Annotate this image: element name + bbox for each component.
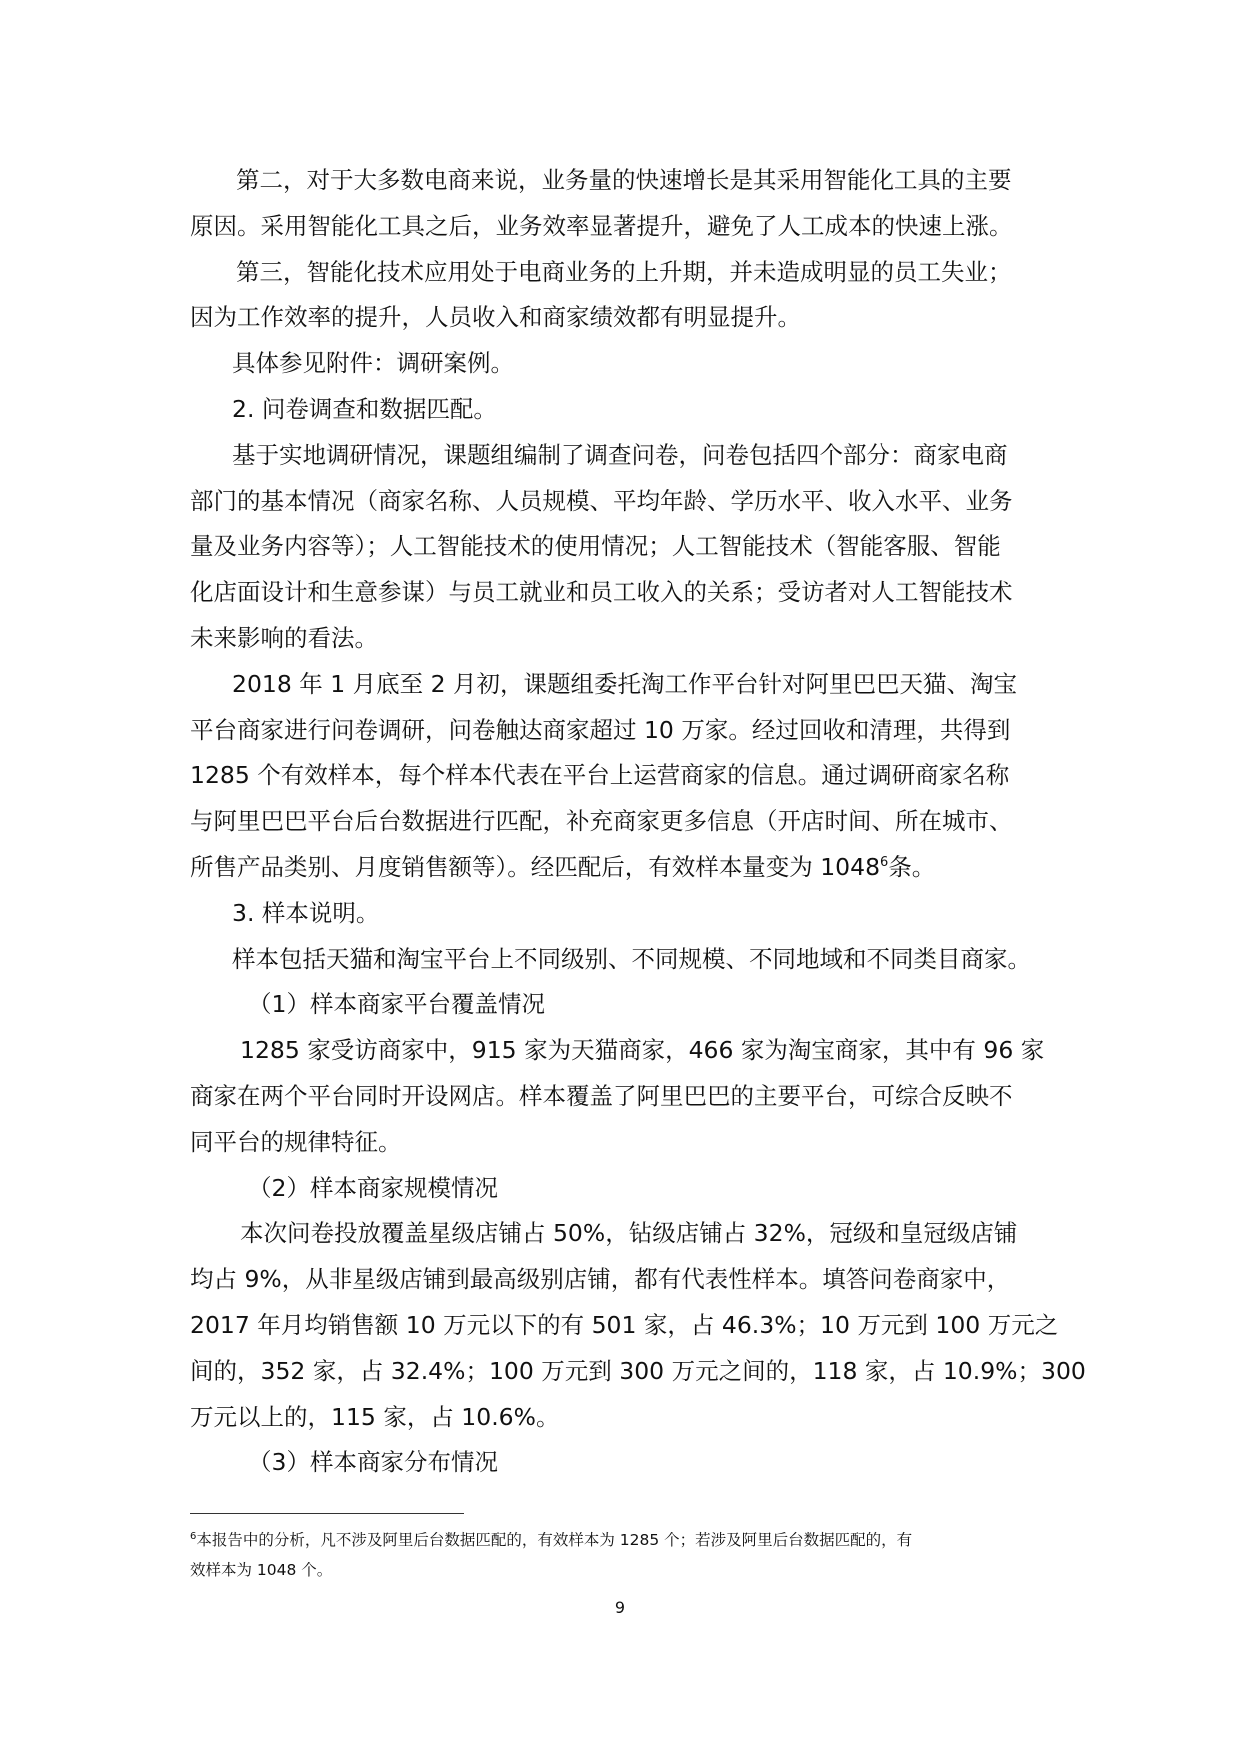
body-text (190, 158, 1086, 1486)
paragraph-questionnaire-line-2: 部门的基本情况（商家名称、人员规模、平均年龄、学历水平、收入水平、业务 (190, 486, 1013, 515)
paragraph-questionnaire-line-1: 基于实地调研情况，课题组编制了调查问卷，问卷包括四个部分：商家电商 (232, 440, 1008, 469)
footnote-mark: 6 (190, 1530, 197, 1542)
paragraph-scale-line-3: 2017 年月均销售额 10 万元以下的有 501 家，占 46.3%；10 万元到 100 万元之 (190, 1310, 1059, 1339)
paragraph-survey-line-4: 与阿里巴巴平台后台数据进行匹配，补充商家更多信息（开店时间、所在城市、 (190, 807, 1013, 836)
page-number: 9 (614, 1598, 626, 1617)
paragraph-survey-line-5 (190, 845, 1058, 891)
paragraph-survey-line-5-end: 条。 (888, 852, 936, 881)
paragraph-second-line-1: 第二，对于大多数电商来说，业务量的快速增长是其采用智能化工具的主要 (236, 166, 1012, 194)
paragraph-survey-line-5-text: 所售产品类别、月度销售额等）。经匹配后，有效样本量变为 1048 (190, 852, 881, 881)
paragraph-survey-line-3: 1285 个有效样本，每个样本代表在平台上运营商家的信息。通过调研商家名称 (190, 761, 1010, 790)
footnote (190, 1525, 1058, 1585)
footnote-reference: 6 (880, 855, 889, 871)
paragraph-appendix-reference: 具体参见附件：调研案例。 (232, 349, 514, 378)
paragraph-scale-line-2: 均占 9%，从非星级店铺到最高级别店铺，都有代表性样本。填答问卷商家中， (190, 1265, 1011, 1294)
paragraph-questionnaire-line-5: 未来影响的看法。 (190, 623, 378, 652)
paragraph-platform-line-1: 1285 家受访商家中，915 家为天猫商家，466 家为淘宝商家，其中有 96 家 (240, 1036, 1045, 1065)
subheading-scale: （2）样本商家规模情况 (248, 1173, 498, 1202)
paragraph-survey-line-1: 2018 年 1 月底至 2 月初，课题组委托淘工作平台针对阿里巴巴天猫、淘宝 (232, 669, 1018, 698)
paragraph-third-line-1: 第三，智能化技术应用处于电商业务的上升期，并未造成明显的员工失业； (236, 257, 1012, 286)
subheading-platform-coverage: （1）样本商家平台覆盖情况 (248, 990, 545, 1019)
paragraph-second-line-2: 原因。采用智能化工具之后，业务效率显著提升，避免了人工成本的快速上涨。 (190, 211, 1013, 240)
paragraph-platform-line-2: 商家在两个平台同时开设网店。样本覆盖了阿里巴巴的主要平台，可综合反映不 (190, 1081, 1013, 1110)
paragraph-scale-line-5: 万元以上的，115 家，占 10.6%。 (190, 1402, 560, 1431)
paragraph-scale-line-1: 本次问卷投放覆盖星级店铺占 50%，钻级店铺占 32%，冠级和皇冠级店铺 (240, 1219, 1018, 1248)
footnote-divider (190, 1513, 464, 1514)
paragraph-third-line-2: 因为工作效率的提升，人员收入和商家绩效都有明显提升。 (190, 303, 801, 332)
paragraph-questionnaire-line-3: 量及业务内容等）；人工智能技术的使用情况；人工智能技术（智能客服、智能 (190, 532, 1001, 561)
footnote-line-1 (190, 1525, 1058, 1555)
subheading-distribution: （3）样本商家分布情况 (248, 1448, 498, 1477)
section-heading-sample: 3. 样本说明。 (232, 898, 380, 927)
paragraph-scale-line-4: 间的，352 家，占 32.4%；100 万元到 300 万元之间的，118 家，占 10.9%；300 (190, 1356, 1086, 1385)
footnote-line-2: 效样本为 1048 个。 (190, 1561, 333, 1579)
paragraph-platform-line-3: 同平台的规律特征。 (190, 1127, 402, 1156)
section-heading-questionnaire: 2. 问卷调查和数据匹配。 (232, 394, 497, 423)
paragraph-survey-line-2: 平台商家进行问卷调研，问卷触达商家超过 10 万家。经过回收和清理，共得到 (190, 715, 1011, 744)
footnote-text-1: 本报告中的分析，凡不涉及阿里后台数据匹配的，有效样本为 1285 个；若涉及阿里后台数据匹配的，有 (196, 1531, 913, 1549)
paragraph-sample-scope: 样本包括天猫和淘宝平台上不同级别、不同规模、不同地域和不同类目商家。 (232, 944, 1031, 973)
paragraph-questionnaire-line-4: 化店面设计和生意参谋）与员工就业和员工收入的关系；受访者对人工智能技术 (190, 578, 1013, 607)
